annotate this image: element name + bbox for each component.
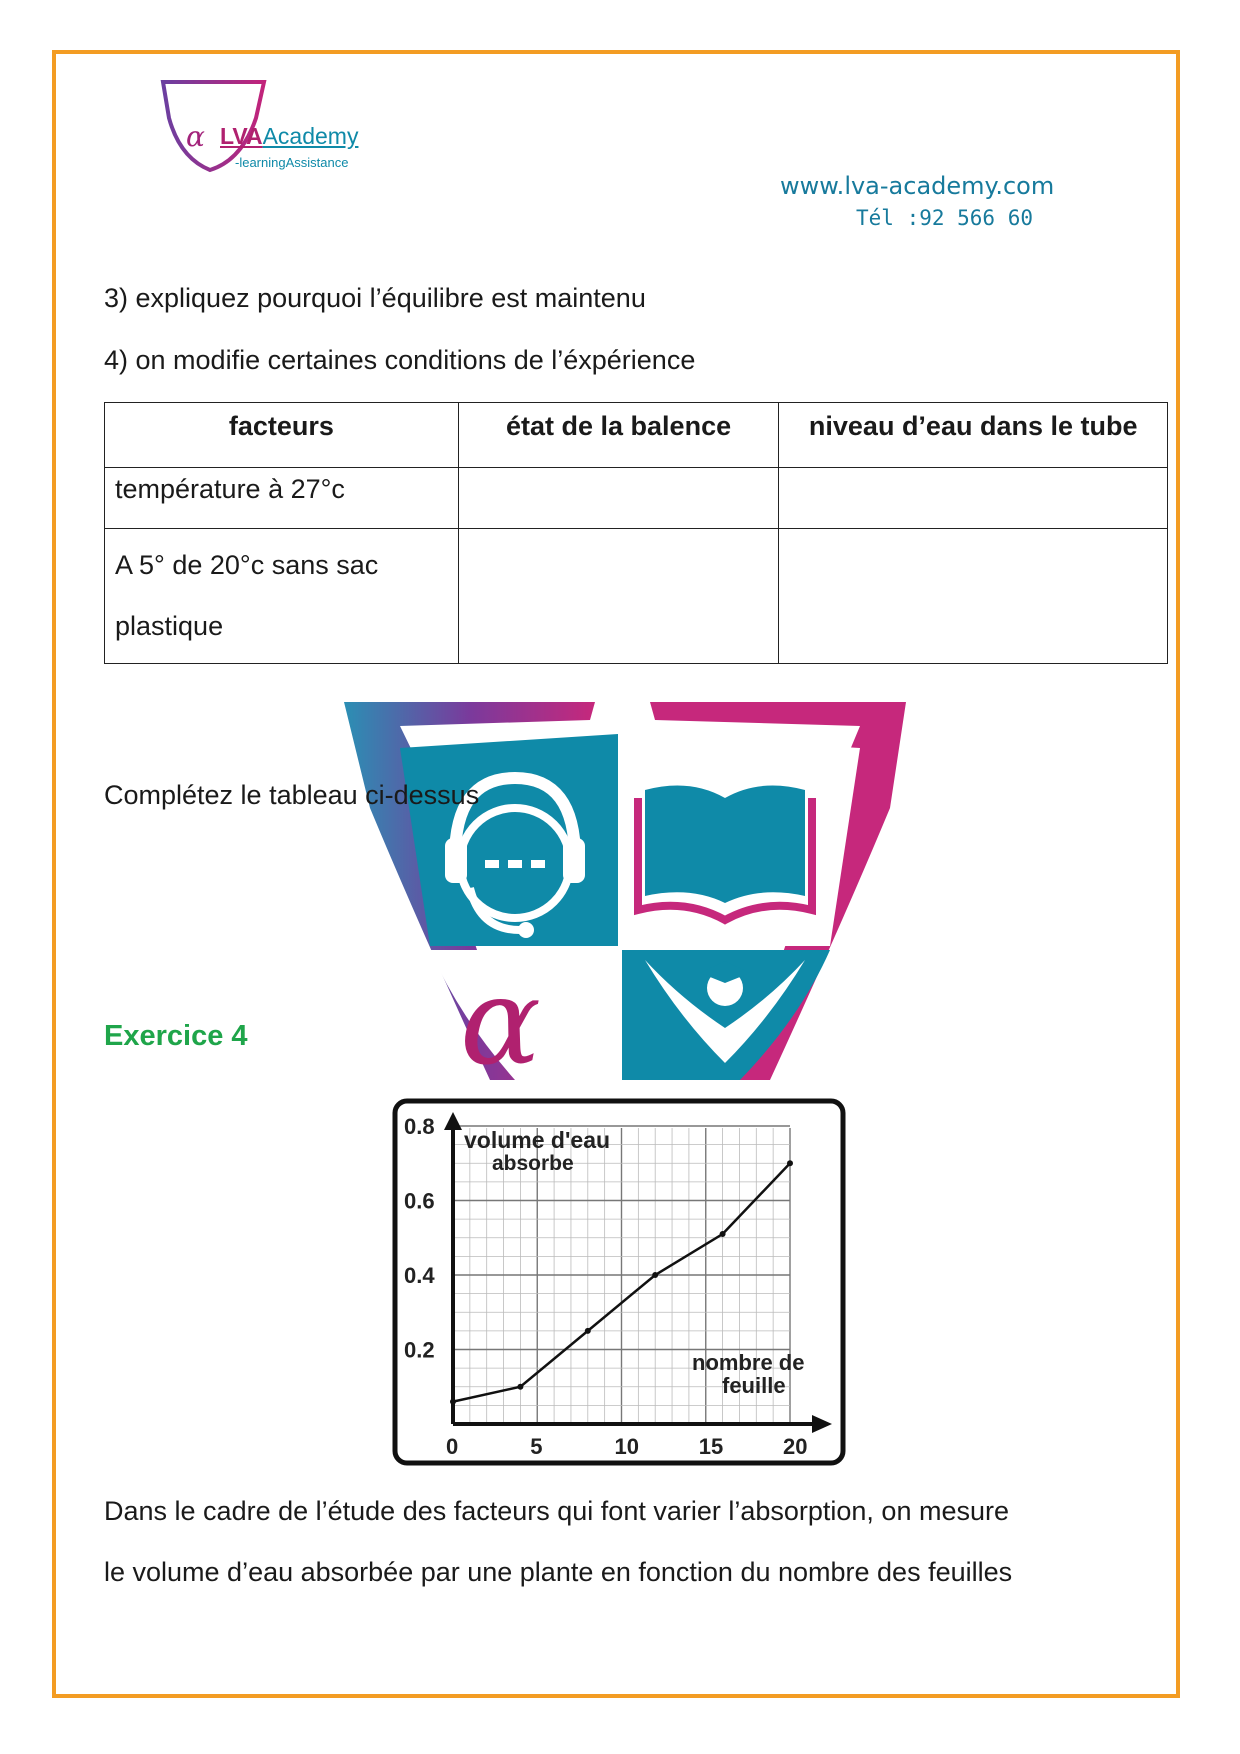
exercise-title: Exercice 4	[104, 1020, 248, 1052]
y-tick-label: 0.8	[404, 1114, 435, 1139]
table-cell[interactable]	[779, 529, 1168, 664]
data-point	[652, 1272, 658, 1278]
x-tick-label: 5	[530, 1434, 543, 1459]
y-tick-label: 0.4	[404, 1263, 435, 1288]
lva-academy-logo	[160, 78, 390, 178]
data-point	[787, 1160, 793, 1166]
phone-number: Tél :92 566 60	[856, 206, 1034, 230]
x-axis-label-line-1: nombre de	[692, 1350, 805, 1375]
table-cell[interactable]	[779, 468, 1168, 529]
question-3: 3) expliquez pourquoi l’équilibre est maintenu	[104, 283, 646, 313]
x-tick-label: 0	[446, 1434, 459, 1459]
table-header-cell: état de la balence	[458, 403, 779, 468]
table-cell[interactable]	[458, 468, 779, 529]
table-header-row	[105, 403, 1168, 468]
logo-lva: LVA	[220, 123, 263, 149]
table-header-cell: niveau d’eau dans le tube	[779, 403, 1168, 468]
data-point	[585, 1328, 591, 1334]
table-cell: A 5° de 20°c sans sac plastique	[105, 529, 459, 664]
website-url[interactable]: www.lva-academy.com	[780, 172, 1055, 200]
x-tick-label: 20	[783, 1434, 808, 1459]
instruction-text: Complétez le tableau ci-dessus	[104, 780, 480, 810]
x-tick-label: 10	[614, 1434, 639, 1459]
logo-academy: Academy	[262, 123, 359, 149]
table-row	[105, 468, 1168, 529]
watermark-crest-icon	[340, 698, 910, 1083]
table-row	[105, 529, 1168, 664]
data-point	[720, 1231, 726, 1237]
x-tick-label: 15	[698, 1434, 724, 1459]
logo-tagline: -learningAssistance	[235, 155, 349, 170]
factors-table	[104, 402, 1168, 664]
y-axis-label-line-2: absorbe	[492, 1152, 574, 1175]
table-cell[interactable]	[458, 529, 779, 664]
x-axis-label-line-2: feuille	[722, 1373, 786, 1398]
alpha-icon: α	[460, 953, 542, 1083]
data-point	[517, 1384, 523, 1390]
water-absorption-chart	[392, 1098, 846, 1466]
logo-title	[220, 123, 358, 150]
table-header-cell: facteurs	[105, 403, 459, 468]
y-axis-label-line-1: volume d'eau	[464, 1127, 611, 1153]
y-tick-label: 0.6	[404, 1188, 435, 1214]
paragraph-line-1: Dans le cadre de l’étude des facteurs qui font varier l’absorption, on mesure	[104, 1496, 1010, 1526]
data-point	[450, 1399, 456, 1405]
table-cell: température à 27°c	[105, 468, 459, 529]
chart-frame	[395, 1101, 843, 1463]
question-4: 4) on modifie certaines conditions de l’éxpérience	[104, 345, 696, 375]
y-tick-label: 0.2	[404, 1337, 435, 1363]
logo-alpha: α	[186, 120, 205, 153]
paragraph-line-2: le volume d’eau absorbée par une plante en fonction du nombre des feuilles	[104, 1557, 1013, 1587]
